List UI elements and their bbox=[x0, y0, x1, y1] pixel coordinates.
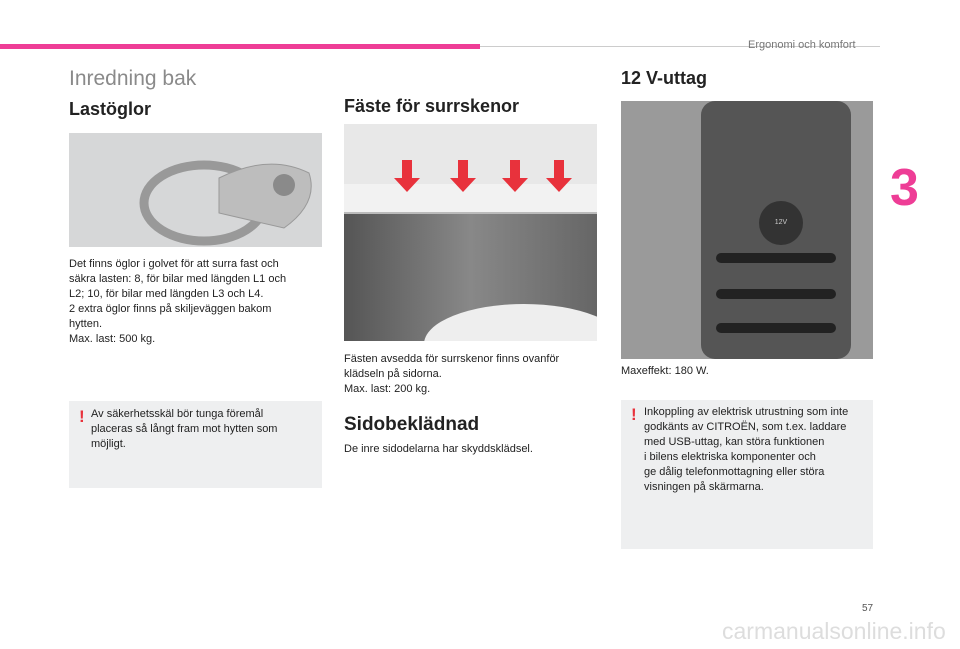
warning-icon: ! bbox=[631, 405, 637, 424]
chapter-number: 3 bbox=[890, 159, 919, 217]
page-title: Inredning bak bbox=[69, 67, 197, 90]
surrskenor-text: Fästen avsedda för surrskenor finns ovanför klädseln på sidorna. Max. last: 200 kg. bbox=[344, 353, 560, 395]
section-title: Ergonomi och komfort bbox=[748, 39, 856, 51]
watermark: carmanualsonline.info bbox=[722, 618, 946, 644]
sidobekladnad-text: De inre sidodelarna har skyddsklädsel. bbox=[344, 443, 533, 455]
page-number: 57 bbox=[862, 603, 874, 614]
socket-label: 12V bbox=[759, 201, 803, 245]
maxeffekt-text: Maxeffekt: 180 W. bbox=[621, 365, 709, 377]
warning-icon: ! bbox=[79, 407, 85, 426]
warning-box bbox=[69, 401, 322, 488]
heading-12v: 12 V-uttag bbox=[621, 68, 708, 88]
heading-surrskenor: Fäste för surrskenor bbox=[344, 96, 520, 116]
lashing-rail-image bbox=[344, 124, 597, 341]
lastoglor-text: Det finns öglor i golvet för att surra fast och säkra lasten: 8, för bilar med längden L1 och L2; 10, för bilar med längden L3 och L4. 2 extra öglor finns på skiljeväggen bakom hytten. Max. last: 500 kg. bbox=[69, 258, 287, 345]
12v-socket-image bbox=[621, 101, 873, 359]
warning-text: Av säkerhetsskäl bör tunga föremål placeras så långt fram mot hytten som möjligt. bbox=[91, 408, 278, 450]
warning-text: Inkoppling av elektrisk utrustning som inte godkänts av CITROËN, som t.ex. laddare med USB-uttag, kan störa funktionen i bilens elektriska komponenter och ge dålig telefonmottagning eller störa visningen på skärmarna. bbox=[644, 406, 849, 493]
warning-box bbox=[621, 400, 873, 549]
heading-lastoglor: Lastöglor bbox=[69, 99, 152, 119]
lashing-ring-image bbox=[69, 133, 322, 247]
section-bar bbox=[0, 44, 480, 49]
heading-sidobekladnad: Sidobeklädnad bbox=[344, 414, 480, 435]
